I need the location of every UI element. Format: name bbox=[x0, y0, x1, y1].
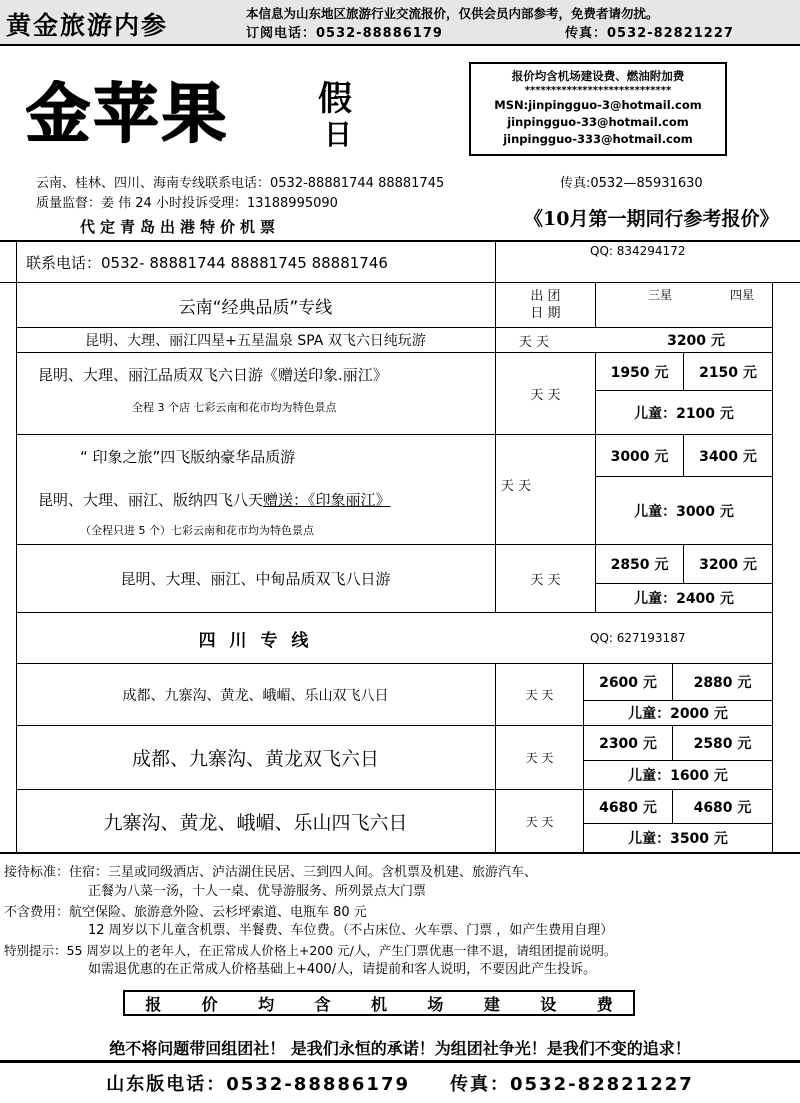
slogan: 绝不将问题带回组团社！ 是我们永恒的承诺！为组团社争光！是我们不变的追求！ bbox=[109, 1039, 691, 1058]
fee-info-box bbox=[469, 62, 727, 156]
banner-char: 均 bbox=[258, 994, 275, 1014]
top-fax: 传真：0532-82821227 bbox=[565, 26, 734, 41]
logo-suffix-top: 假 bbox=[318, 80, 352, 119]
ticket-offer: 代定青岛出港特价机票 bbox=[80, 218, 281, 236]
route-name: 九寨沟、黄龙、峨嵋、乐山四飞六日 bbox=[103, 811, 408, 834]
email-2: jinpingguo-33@hotmail.com bbox=[507, 115, 689, 129]
depart-date: 天 天 bbox=[500, 479, 532, 494]
reception-standard-2: 正餐为八菜一汤，十人一桌、优导游服务、所列景点大门票 bbox=[88, 884, 427, 899]
special-notice: 特别提示：55 周岁以上的老年人，在正常成人价格上+200 元/人，产生门票优惠一律不退，请组团提前说明。 bbox=[4, 943, 617, 958]
route-name: 昆明、大理、丽江四星+五星温泉 SPA 双飞六日纯玩游 bbox=[85, 333, 426, 349]
banner-char: 设 bbox=[540, 994, 557, 1014]
email-3: jinpingguo-333@hotmail.com bbox=[503, 132, 693, 146]
route-name: 昆明、大理、丽江、中甸品质双飞八日游 bbox=[120, 570, 391, 588]
excluded-fees-2: 12 周岁以下儿童含机票、半餐费、车位费。（不占床位、火车票、门票 ，如产生费用自理） bbox=[88, 923, 614, 938]
depart-date: 天 天 bbox=[525, 688, 554, 702]
price-3star: 2850 元 bbox=[610, 557, 669, 573]
col-3star: 三星 bbox=[647, 287, 672, 302]
hotline-fax: 传真:0532—85931630 bbox=[560, 176, 703, 191]
bottom-phone: 山东版电话：0532-88886179 bbox=[106, 1074, 410, 1095]
route-note: 全程 3 个店 七彩云南和花市均为特色景点 bbox=[132, 401, 337, 414]
top-banner bbox=[0, 0, 800, 46]
price-child: 儿童：1600 元 bbox=[628, 768, 728, 784]
depart-date: 天 天 bbox=[525, 814, 554, 829]
route-name: 昆明、大理、丽江品质双飞六日游《赠送印象.丽江》 bbox=[38, 365, 388, 384]
banner-char: 机 bbox=[370, 994, 387, 1014]
price-3star: 3000 元 bbox=[610, 448, 669, 465]
reception-standard: 接待标准：住宿：三星或同级酒店、泸沽湖住民居、三到四人间。含机票及机建、旅游汽车、 bbox=[4, 865, 538, 880]
sichuan-section-title: 四 川 专 线 bbox=[198, 630, 313, 651]
fee-included-banner bbox=[123, 990, 635, 1016]
col-depart-date: 出 团 日 期 bbox=[530, 289, 561, 321]
price-child: 儿童：2000 元 bbox=[628, 706, 728, 722]
yunnan-qq: QQ: 834294172 bbox=[590, 244, 686, 258]
price-3star: 2600 元 bbox=[599, 675, 657, 691]
table-line bbox=[772, 282, 773, 852]
table-line bbox=[595, 282, 596, 327]
price-4star: 2580 元 bbox=[693, 736, 752, 752]
banner-char: 建 bbox=[483, 994, 500, 1014]
route-gift: 赠送：《印象丽江》 bbox=[263, 490, 391, 509]
price-4star: 3400 元 bbox=[699, 448, 757, 465]
route-name: “ 印象之旅”四飞版纳豪华品质游 bbox=[80, 447, 296, 466]
subscribe-phone: 订阅电话：0532-88886179 bbox=[246, 26, 443, 41]
price-child: 儿童：3000 元 bbox=[634, 503, 734, 520]
special-notice-2: 如需退优惠的在正常成人价格基础上+400/人，请提前和客人说明，不要因此产生投诉。 bbox=[88, 962, 597, 977]
logo-text: 金苹果 bbox=[26, 80, 230, 150]
banner-char: 价 bbox=[201, 994, 218, 1014]
price-child: 儿童：2400 元 bbox=[634, 591, 734, 607]
table-line bbox=[0, 852, 800, 854]
depart-date: 天 天 bbox=[525, 751, 554, 765]
msn-email: MSN:jinpingguo-3@hotmail.com bbox=[494, 98, 702, 112]
price-4star: 3200 元 bbox=[699, 557, 757, 573]
price-child: 儿童：3500 元 bbox=[628, 831, 728, 847]
route-name: 成都、九寨沟、黄龙、峨嵋、乐山双飞八日 bbox=[122, 687, 389, 704]
star-divider: **************************** bbox=[524, 85, 672, 96]
company-logo bbox=[26, 80, 376, 150]
price-value: 3200 元 bbox=[667, 333, 725, 349]
yunnan-section-title: 云南“经典品质”专线 bbox=[178, 297, 333, 318]
route-note: （全程只进 5 个）七彩云南和花市均为特色景点 bbox=[80, 524, 314, 537]
banner-char: 报 bbox=[145, 994, 162, 1014]
table-phone: 联系电话：0532- 88881744 88881745 88881746 bbox=[26, 253, 388, 272]
quality-supervisor: 质量监督：姜 伟 24 小时投诉受理：13188995090 bbox=[36, 196, 338, 211]
depart-date: 天 天 bbox=[518, 334, 550, 350]
fee-info-title: 报价均含机场建设费、燃油附加费 bbox=[511, 69, 685, 83]
hotline-text: 云南、桂林、四川、海南专线联系电话：0532-88881744 88881745 bbox=[36, 176, 445, 191]
price-3star: 4680 元 bbox=[599, 799, 657, 816]
bottom-contact-bar bbox=[0, 1060, 800, 1103]
price-4star: 4680 元 bbox=[693, 799, 752, 816]
route-name: 成都、九寨沟、黄龙双飞六日 bbox=[131, 748, 379, 770]
brand-title: 黄金旅游内参 bbox=[6, 11, 169, 40]
logo-suffix-bottom: 日 bbox=[324, 118, 353, 150]
sichuan-qq: QQ: 627193187 bbox=[590, 631, 686, 645]
route-name-line2 bbox=[38, 486, 498, 512]
col-4star: 四星 bbox=[729, 287, 754, 302]
bottom-fax: 传真：0532-82821227 bbox=[450, 1074, 694, 1095]
period-title: 《10月第一期同行参考报价》 bbox=[524, 208, 779, 230]
depart-date: 天 天 bbox=[530, 573, 561, 588]
member-notice: 本信息为山东地区旅游行业交流报价，仅供会员内部参考，免费者请勿扰。 bbox=[246, 6, 659, 21]
price-3star: 1950 元 bbox=[610, 364, 669, 381]
price-3star: 2300 元 bbox=[599, 736, 657, 752]
price-4star: 2150 元 bbox=[699, 364, 757, 381]
price-child: 儿童：2100 元 bbox=[634, 405, 734, 422]
price-4star: 2880 元 bbox=[693, 675, 752, 691]
banner-char: 费 bbox=[596, 994, 613, 1014]
banner-char: 场 bbox=[427, 994, 444, 1014]
banner-char: 含 bbox=[314, 994, 331, 1014]
excluded-fees: 不含费用：航空保险、旅游意外险、云杉坪索道、电瓶车 80 元 bbox=[4, 905, 367, 920]
route-name-main: 昆明、大理、丽江、版纳四飞八天 bbox=[38, 490, 264, 509]
depart-date: 天 天 bbox=[530, 388, 561, 403]
